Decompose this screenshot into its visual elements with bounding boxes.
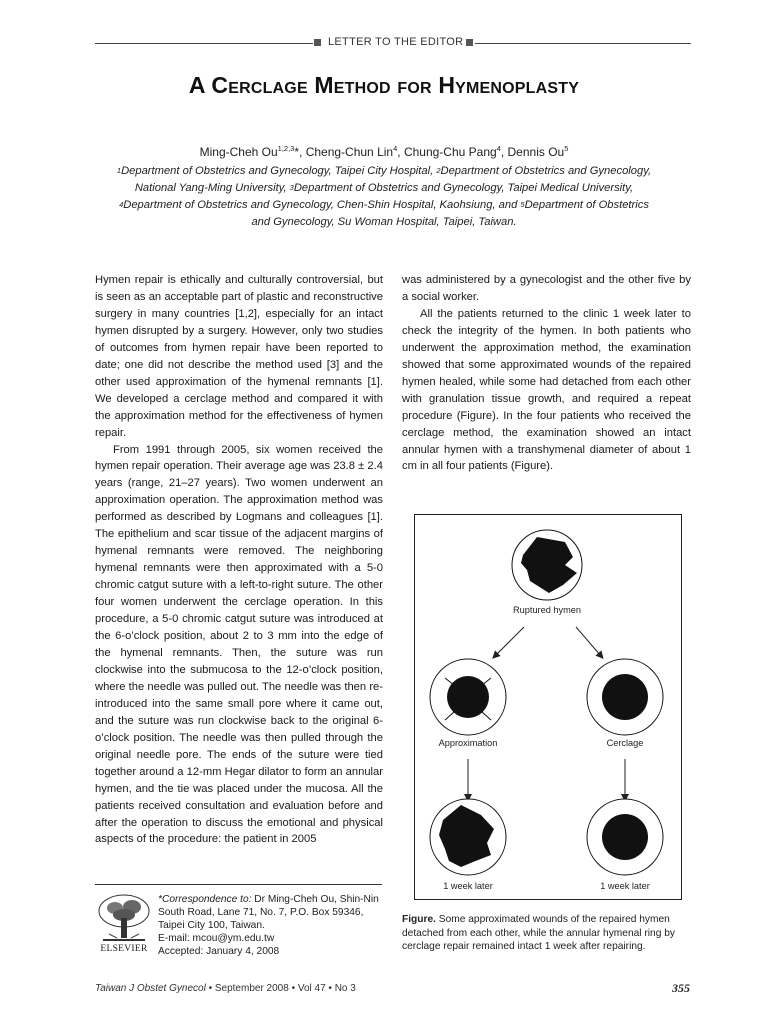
body-paragraph: Hymen repair is ethically and culturally controversial, but is seen as an acceptable part of plastic and reconstructive surgery in many countries [1,2], especially for an intact hymen disrupted by a surgery. However, only two studies of outcomes from hymen repair have been reported to date; one did not describe the method used [3] and the other used approximation of the hymenal remnants [1]. We developed a cerclage method and compared it with the approximation method for the effectiveness of hymen repair. xyxy=(95,274,383,439)
affil-sup: 4 xyxy=(119,200,124,209)
figure-diagram xyxy=(415,515,681,899)
body-column-right xyxy=(402,272,691,475)
author-name: Dennis Ou xyxy=(507,145,565,159)
body-paragraph: All the patients returned to the clinic 1 week later to check the integrity of the hymen. In both patients who underwent the approximation method, the examination showed that some approximated wounds of the repaired hymen healed, while some had detached from each other with granulation tissue growth, and required a repeat procedure (Figure). In the four patients who received the cerclage method, the examination showed an intact annular hymen with a transhymenal diameter of about 1 cm in all four patients (Figure). xyxy=(402,307,691,473)
figure-caption xyxy=(402,913,692,954)
caption-text: Some approximated wounds of the repaired hymen detached from each other, while the annular hymenal ring by cerclage repair remained intact 1 week after repairing. xyxy=(402,914,675,952)
footnote-rule xyxy=(95,884,382,885)
label-cerclage: Cerclage xyxy=(606,738,644,748)
author-list xyxy=(100,145,668,159)
affil-sup: 1 xyxy=(116,166,122,175)
label-ruptured-hymen: Ruptured hymen xyxy=(513,605,581,615)
footer-citation xyxy=(95,983,356,994)
label-cerclage-week: 1 week later xyxy=(600,881,650,891)
caption-label: Figure. xyxy=(402,914,436,925)
header-square-left-icon xyxy=(314,39,321,46)
approximation-result-diagram xyxy=(430,799,506,875)
header-rule-right xyxy=(475,43,691,44)
author-affil-sup: 4 xyxy=(496,144,501,153)
cerclage-diagram xyxy=(587,659,663,735)
corr-address-line: Taipei City 100, Taiwan. xyxy=(158,920,265,931)
body-column-left xyxy=(95,272,383,848)
issue-details: • September 2008 • Vol 47 • No 3 xyxy=(205,983,356,994)
header-square-right-icon xyxy=(466,39,473,46)
section-label: LETTER TO THE EDITOR xyxy=(328,36,464,48)
body-paragraph: From 1991 through 2005, six women received the hymen repair operation. Their average age was 23.8 ± 2.4 years (range, 21–27 years). Two women underwent an approximation operation. The approximation method was performed as described by Logmans and colleagues [1]. The epithelium and scar tissue of the adjacent margins of hymenal remnants were removed. The neighboring hymenal remnants were then approximated with a 5-0 chromic catgut suture with a left-to-right suture. The other four women underwent the cerclage operation. In this procedure, a 5-0 chromic catgut suture was introduced at the 6-o’clock position, about 2 to 3 mm into the edge of the hymenal remnants. Then, the suture was run clockwise into the submucosa to the 12-o’clock position, where the needle was pulled out. The needle was then re-introduced into the same small pore where it came out, and the suture was run clockwise back to the original 6-o’clock position. The needle was then pulled through the original needle pore. The ends of the suture were tied together around a 12-mm Hegar dilator to form an annular hymen, and the tie was placed under the mucosa. All the patients received consultation and evaluation before and after the operation to discuss the emotional and physical aspects of the procedure: the patient in 2005 xyxy=(95,443,383,846)
tree-icon xyxy=(95,894,153,944)
arrow-icon xyxy=(495,627,524,656)
figure xyxy=(414,514,682,900)
affil-text: Department of Obstetrics and Gynecology, Taipei Medical University, xyxy=(293,182,634,194)
affil-text: Department of Obstetrics and Gynecology, Taipei City Hospital, xyxy=(121,165,437,177)
correspondence xyxy=(158,893,385,958)
arrow-icon xyxy=(576,627,601,656)
author-sep: *, xyxy=(294,145,306,159)
affiliations xyxy=(110,163,658,231)
cerclage-result-diagram xyxy=(587,799,663,875)
affil-sup: 5 xyxy=(520,200,525,209)
label-approximation-week: 1 week later xyxy=(443,881,493,891)
publisher-name: ELSEVIER xyxy=(100,944,148,954)
approximation-diagram xyxy=(430,659,506,735)
author-name: Ming-Cheh Ou xyxy=(199,145,278,159)
affil-text: Department of Obstetrics and Gynecology, Su Woman Hospital, Taipei, Taiwan. xyxy=(251,199,649,228)
page-number: 355 xyxy=(672,981,690,995)
author-sep: , xyxy=(397,145,404,159)
author-affil-sup: 1,2,3 xyxy=(277,144,295,153)
affil-sup: 2 xyxy=(436,166,441,175)
author-affil-sup: 4 xyxy=(393,144,398,153)
corr-address-line: South Road, Lane 71, No. 7, P.O. Box 59346, xyxy=(158,907,364,918)
author-sep: , xyxy=(500,145,508,159)
body-paragraph: was administered by a gynecologist and the other five by a social worker. xyxy=(402,274,691,303)
corr-label: *Correspondence to: xyxy=(158,894,252,905)
journal-name: Taiwan J Obstet Gynecol xyxy=(95,983,206,994)
affil-sup: 3 xyxy=(289,183,294,192)
header-rule-left xyxy=(95,43,313,44)
affil-text: Department of Obstetrics and Gynecology, National Yang-Ming University, xyxy=(134,165,652,194)
accepted-date: Accepted: January 4, 2008 xyxy=(158,946,280,957)
author-name: Chung-Chu Pang xyxy=(403,145,497,159)
author-name: Cheng-Chun Lin xyxy=(305,145,394,159)
corr-text: Dr Ming-Cheh Ou, Shin-Nin xyxy=(251,894,379,905)
article-title: A Cerclage Method for Hymenoplasty xyxy=(188,72,580,98)
ruptured-hymen-diagram xyxy=(512,530,582,600)
author-affil-sup: 5 xyxy=(564,144,569,153)
affil-text: Department of Obstetrics and Gynecology, Chen-Shin Hospital, Kaohsiung, and xyxy=(123,199,521,211)
label-approximation: Approximation xyxy=(438,738,498,748)
elsevier-logo xyxy=(95,894,153,956)
corr-email: E-mail: mcou@ym.edu.tw xyxy=(158,933,275,944)
